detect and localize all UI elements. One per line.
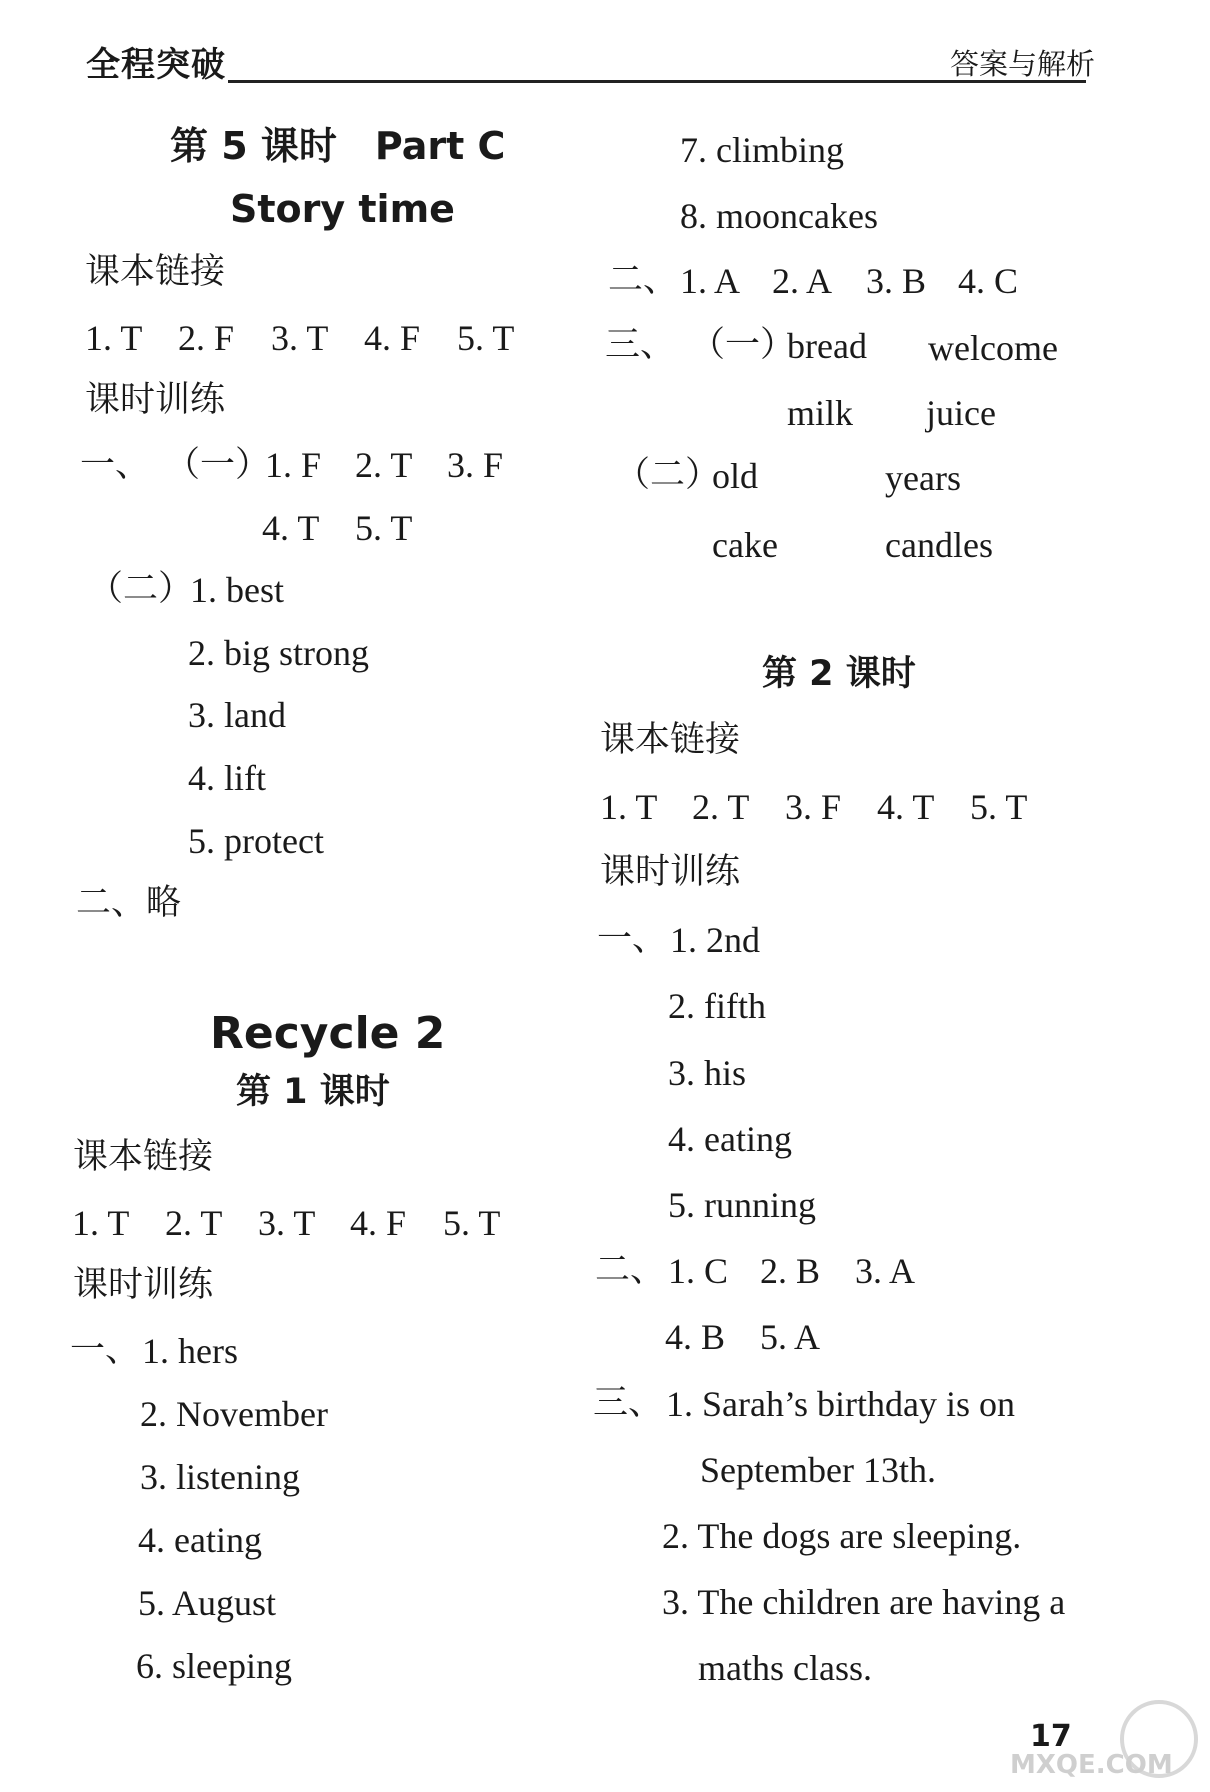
r1-q3-label: 三、 bbox=[605, 325, 676, 365]
r2-q3-item: September 13th. bbox=[700, 1450, 936, 1490]
r2-q3-item: 3. The children are having a bbox=[662, 1582, 1066, 1622]
r1-q1-label: 一、 bbox=[70, 1330, 141, 1370]
r1-q3-word: old bbox=[712, 456, 759, 496]
r2-textbook-answer: 3. F bbox=[785, 787, 842, 827]
l5-q1-sub2: （二） bbox=[88, 569, 194, 609]
r1-title: 第 1 课时 bbox=[236, 1072, 390, 1112]
l5-training-label: 课时训练 bbox=[85, 380, 226, 420]
r2-title: 第 2 课时 bbox=[762, 654, 916, 694]
r1-textbook-answer: 1. T bbox=[72, 1203, 130, 1243]
l5-q1-sub2-item: 3. land bbox=[188, 695, 286, 735]
r1-q3-word: candles bbox=[885, 525, 993, 565]
l5-textbook-answer: 2. F bbox=[178, 318, 235, 358]
r2-q2-answer: 3. A bbox=[855, 1251, 916, 1291]
r1-q1-item: 5. August bbox=[138, 1583, 277, 1623]
r2-textbook-answer: 4. T bbox=[877, 787, 935, 827]
r2-training-label: 课时训练 bbox=[600, 852, 741, 892]
r2-q3-item: maths class. bbox=[698, 1648, 872, 1688]
r1-training-label: 课时训练 bbox=[73, 1265, 214, 1305]
l5-q1-sub2-item: 2. big strong bbox=[188, 633, 370, 673]
r1-q1-item: 6. sleeping bbox=[136, 1646, 292, 1686]
r2-q1-item: 2. fifth bbox=[668, 986, 766, 1026]
r1-q3-word: milk bbox=[787, 393, 854, 433]
r2-q3-label: 三、 bbox=[593, 1383, 664, 1423]
l5-q1-sub2-item: 1. best bbox=[190, 570, 284, 610]
r2-q2-answer: 4. B bbox=[665, 1317, 726, 1357]
r1-textbook-answer: 3. T bbox=[258, 1203, 316, 1243]
r2-q1-label: 一、 bbox=[597, 919, 668, 959]
l5-q1-answer: 4. T bbox=[262, 508, 320, 548]
r1-textbook-answer: 5. T bbox=[443, 1203, 501, 1243]
r1-q1-item: 3. listening bbox=[140, 1457, 300, 1497]
r2-q2-answer: 1. C bbox=[668, 1251, 729, 1291]
r1-q1-item: 7. climbing bbox=[680, 130, 844, 170]
l5-textbook-answer: 4. F bbox=[364, 318, 421, 358]
brand-logo: 全程突破 bbox=[86, 45, 226, 85]
l5-q1-answer: 3. F bbox=[447, 445, 504, 485]
r2-q2-label: 二、 bbox=[595, 1250, 666, 1290]
l5-textbook-answer: 1. T bbox=[85, 318, 143, 358]
r1-q2-answer: 3. B bbox=[866, 261, 927, 301]
page-number: 17 bbox=[1030, 1719, 1072, 1754]
r1-q1-item: 4. eating bbox=[138, 1520, 262, 1560]
r1-q1-item: 8. mooncakes bbox=[680, 196, 878, 236]
l5-textbook-answer: 3. T bbox=[271, 318, 329, 358]
r1-q1-item: 1. hers bbox=[142, 1331, 238, 1371]
l5-q2: 二、略 bbox=[76, 883, 182, 923]
l5-q1-answer: 1. F bbox=[265, 445, 322, 485]
lesson5-subtitle: Story time bbox=[230, 187, 455, 231]
r1-q3-word: years bbox=[885, 458, 961, 498]
r1-q2-answer: 1. A bbox=[680, 261, 741, 301]
r1-q2-answer: 2. A bbox=[772, 261, 833, 301]
l5-q1-sub2-item: 4. lift bbox=[188, 758, 266, 798]
r2-q2-answer: 2. B bbox=[760, 1251, 821, 1291]
watermark-text: MXQE.COM bbox=[1010, 1750, 1173, 1780]
r2-textbook-answer: 5. T bbox=[970, 787, 1028, 827]
r1-q1-item: 2. November bbox=[140, 1394, 328, 1434]
r2-textbook-answer: 2. T bbox=[692, 787, 750, 827]
r2-q3-item: 1. Sarah’s birthday is on bbox=[666, 1384, 1015, 1424]
r1-q3-word: juice bbox=[926, 393, 996, 433]
r1-q3-sub2: （二） bbox=[615, 455, 721, 495]
l5-textbook-label: 课本链接 bbox=[85, 252, 226, 292]
r2-q1-item: 4. eating bbox=[668, 1119, 792, 1159]
r2-q1-item: 5. running bbox=[668, 1185, 816, 1225]
r1-q3-sub1: （一） bbox=[690, 325, 796, 365]
lesson5-title: 第 5 课时 Part C bbox=[170, 124, 506, 168]
r1-q3-word: welcome bbox=[928, 328, 1058, 368]
l5-q1-sub1: （一） bbox=[165, 445, 271, 485]
r1-q3-word: cake bbox=[712, 525, 778, 565]
section-title: 答案与解析 bbox=[950, 47, 1096, 81]
r1-textbook-answer: 2. T bbox=[165, 1203, 223, 1243]
l5-q1-answer: 5. T bbox=[355, 508, 413, 548]
r2-q1-item: 3. his bbox=[668, 1053, 747, 1093]
r1-q2-label: 二、 bbox=[608, 260, 679, 300]
r2-q2-answer: 5. A bbox=[760, 1317, 821, 1357]
r2-textbook-label: 课本链接 bbox=[600, 720, 741, 760]
l5-q1-answer: 2. T bbox=[355, 445, 413, 485]
recycle-title: Recycle 2 bbox=[210, 1008, 446, 1059]
l5-textbook-answer: 5. T bbox=[457, 318, 515, 358]
r2-textbook-answer: 1. T bbox=[600, 787, 658, 827]
r1-textbook-label: 课本链接 bbox=[73, 1137, 214, 1177]
r2-q3-item: 2. The dogs are sleeping. bbox=[662, 1516, 1022, 1556]
r1-q3-word: bread bbox=[787, 326, 867, 366]
l5-q1-label: 一、 bbox=[80, 445, 151, 485]
r1-textbook-answer: 4. F bbox=[350, 1203, 407, 1243]
l5-q1-sub2-item: 5. protect bbox=[188, 821, 324, 861]
r1-q2-answer: 4. C bbox=[958, 261, 1019, 301]
r2-q1-item: 1. 2nd bbox=[670, 920, 760, 960]
